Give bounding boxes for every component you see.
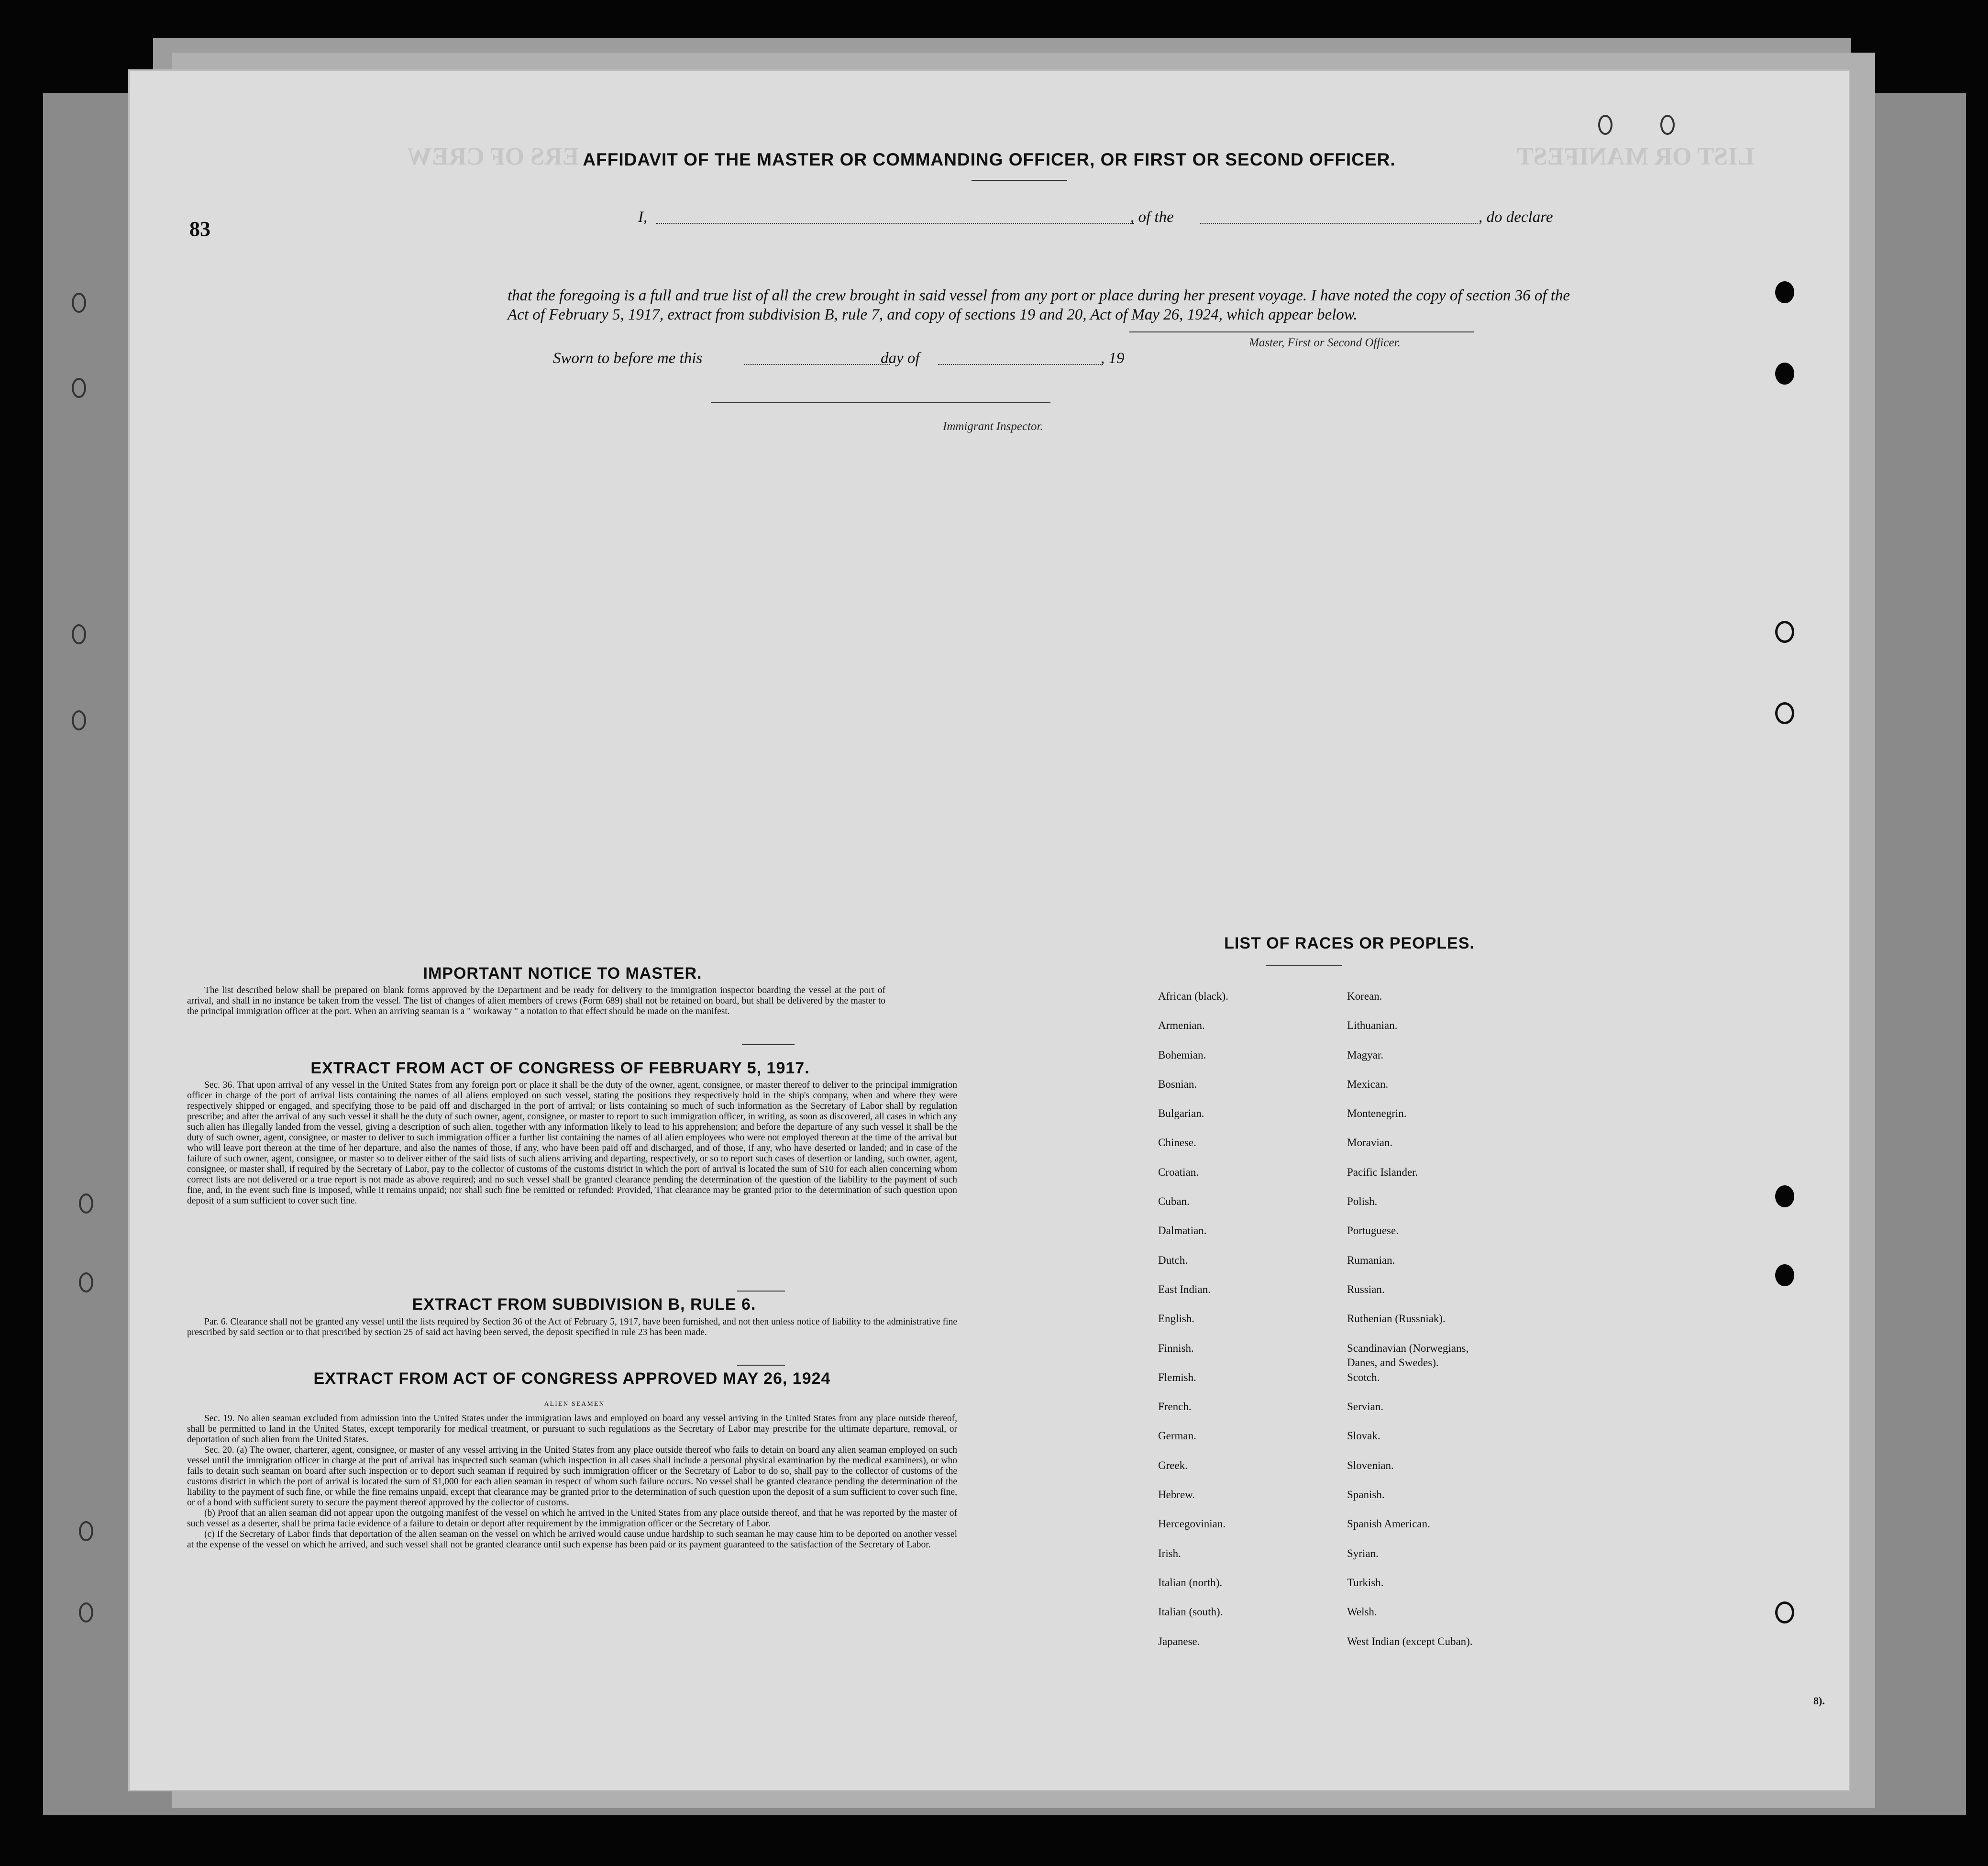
extract-1924-body (187, 1413, 957, 1550)
sworn-day-blank (744, 364, 890, 365)
race-item: Dutch. (1158, 1254, 1188, 1266)
race-item: Polish. (1347, 1195, 1378, 1208)
race-item: Italian (south). (1158, 1606, 1223, 1618)
extract-1924-title: EXTRACT FROM ACT OF CONGRESS APPROVED MAY 26, 1924 (313, 1369, 831, 1388)
race-item: Mexican. (1347, 1078, 1389, 1090)
race-item: Flemish. (1158, 1371, 1196, 1383)
binder-hole (1775, 363, 1794, 385)
extract-rule6-paragraph: Par. 6. Clearance shall not be granted any vessel until the lists required by Section 36 of the Act of February 5, 1917, have been furnished, and not then unless notice of liability to the administrative fine prescribed by said section or to that prescribed by section 25 of said act having been served, the deposit specified in rule 23 has been made. (187, 1317, 957, 1337)
extract-1924-subtitle: ALIEN SEAMEN (544, 1401, 605, 1408)
extract-rule6-rule (737, 1365, 785, 1366)
edge-mark: 8). (1813, 1695, 1825, 1707)
sec-20c-paragraph: (c) If the Secretary of Labor finds that deportation of the alien seaman on the vessel on which he arrived would cause undue hardship to such seaman he may cause him to be deported on another vessel at the expense of the vessel on which he arrived, and such vessel shall not be granted clearance until such expense has been paid or its payment guaranteed to the satisfaction of the Secretary of Labor. (187, 1529, 957, 1550)
binder-hole (1775, 702, 1794, 724)
race-item: Moravian. (1347, 1137, 1393, 1149)
race-item: Bulgarian. (1158, 1107, 1204, 1120)
declaration-i: I, (638, 209, 648, 226)
page-mark: 83 (189, 217, 210, 241)
sec-20b-paragraph: (b) Proof that an alien seaman did not appear upon the outgoing manifest of the vessel on which he arrived in the United States from any place outside thereof, and that he was reported by the master of such vessel as a deserter, shall be prima facie evidence of a failure to detain or deport after requirement by the immigration officer or the Secretary of Labor. (187, 1508, 957, 1529)
fastener-ring (79, 1602, 93, 1623)
bleed-through: LIST OR MANIFEST (1517, 143, 1755, 170)
officer-signature-line (1129, 331, 1474, 332)
race-item: Greek. (1158, 1459, 1188, 1471)
bleed-through: ERS OF CREW (407, 143, 579, 170)
sworn-month-blank (938, 364, 1103, 365)
race-item: Portuguese. (1347, 1225, 1399, 1237)
race-item: Croatian. (1158, 1166, 1199, 1178)
extract-1917-title: EXTRACT FROM ACT OF CONGRESS OF FEBRUARY 5, 1917. (310, 1059, 810, 1077)
race-item: Syrian. (1347, 1547, 1379, 1559)
race-item: Hercegovinian. (1158, 1518, 1226, 1530)
race-item: Korean. (1347, 990, 1382, 1002)
fastener-ring (72, 624, 86, 644)
officer-signature-label: Master, First or Second Officer. (1249, 336, 1401, 349)
notice-title: IMPORTANT NOTICE TO MASTER. (423, 964, 702, 983)
binder-hole (1775, 621, 1794, 643)
fastener-ring (79, 1521, 93, 1541)
race-item: Hebrew. (1158, 1489, 1195, 1501)
affidavit-statement: that the foregoing is a full and true list of all the crew brought in said vessel from any port or place during her present voyage. I have noted the copy of section 36 of the Act of February 5, 1917, extract from subdivision B, rule 7, and copy of sections 19 and 20, Act of May 26, 1924, which appear below. (508, 287, 1570, 323)
vessel-blank (1200, 223, 1478, 224)
manifest-sheet (128, 69, 1850, 1791)
race-item: Dalmatian. (1158, 1225, 1207, 1237)
sworn-prefix: Sworn to before me this (553, 350, 703, 367)
extract-1917-paragraph: Sec. 36. That upon arrival of any vessel in the United States from any foreign port or place it shall be the duty of the owner, agent, consignee, or master thereof to deliver to the principal immigration officer in charge of the port of arrival lists containing the names of all aliens employed on such vessel, stating the positions they respectively hold in the ship's company, when and where they were respectively shipped or engaged, and specifying those to be paid off and discharged in the port of arrival; or lists containing so much of such information as the Secretary of Labor shall by regulation prescribe; and after the arrival of any such vessel it shall be the duty of such owner, agent, consignee, or master to report to such immigration officer, in writing, as soon as discovered, all cases in which any such alien has illegally landed from the vessel, giving a description of such alien, together with any information likely to lead to his apprehension; and before the departure of any such vessel it shall be the duty of such owner, agent, consignee, or master to deliver to such immigration officer a further list containing the names of all alien employees who were not employed thereon at the time of the arrival but who will leave port thereon at the time of her departure, and also the names of those, if any, who have been paid off and discharged, and of those, if any, who have deserted or landed; and in case of the failure of such owner, agent, consignee, or master so to deliver either of the said lists of such aliens arriving and departing, respectively, or so to report such cases of desertion or landing, such owner, agent, consignee, or master shall, if required by the Secretary of Labor, pay to the collector of customs of the customs district in which the port of arrival is located the sum of $10 for each alien concerning whom correct lists are not delivered or a true report is not made as above required; and no such vessel shall be granted clearance pending the determination of the question of the liability to the payment of such fine, and, in the event such fine is imposed, while it remains unpaid; nor shall such fine be remitted or refunded: Provided, That clearance may be granted prior to the determination of such question upon deposit of a sum sufficient to cover such fine. (187, 1080, 957, 1206)
race-item: Armenian. (1158, 1019, 1205, 1032)
title-rule (972, 180, 1067, 181)
extract-1917-body (187, 1080, 957, 1206)
race-item: East Indian. (1158, 1283, 1211, 1295)
race-item: Magyar. (1347, 1049, 1384, 1061)
fastener-ring (72, 378, 86, 398)
affidavit-title: AFFIDAVIT OF THE MASTER OR COMMANDING OFFICER, OR FIRST OR SECOND OFFICER. (583, 150, 1396, 169)
race-item: Irish. (1158, 1547, 1181, 1559)
race-item: African (black). (1158, 990, 1228, 1002)
fastener-ring (1660, 115, 1675, 135)
race-item: Cuban. (1158, 1195, 1190, 1208)
binder-hole (1775, 1601, 1794, 1623)
race-item: Scandinavian (Norwegians, Danes, and Swedes). (1347, 1342, 1469, 1369)
declaration-declare: , do declare (1479, 209, 1553, 226)
race-item: Servian. (1347, 1401, 1384, 1413)
binder-hole (1775, 281, 1794, 303)
races-rule (1266, 965, 1342, 966)
sec-19-paragraph: Sec. 19. No alien seaman excluded from admission into the United States under the immigration laws and employed on board any vessel arriving in the United States from any place outside thereof, shall be permitted to land in the United States, except temporarily for medical treatment, or pursuant to such regulations as the Secretary of Labor may prescribe for the ultimate departure, removal, or deportation of such alien from the United States. (187, 1413, 957, 1445)
fastener-ring (72, 710, 86, 730)
binder-hole (1775, 1185, 1794, 1207)
extract-rule6-title: EXTRACT FROM SUBDIVISION B, RULE 6. (412, 1295, 756, 1314)
races-right-column (1347, 989, 1596, 1664)
race-item: Slovak. (1347, 1430, 1381, 1442)
race-item: Spanish American. (1347, 1518, 1430, 1530)
fastener-ring (79, 1193, 93, 1214)
declaration-of-the: , of the (1130, 209, 1174, 226)
race-item: Italian (north). (1158, 1576, 1223, 1589)
race-item: West Indian (except Cuban). (1347, 1635, 1473, 1647)
races-left-column (1158, 989, 1340, 1664)
race-item: Slovenian. (1347, 1459, 1394, 1471)
race-item: Welsh. (1347, 1606, 1377, 1618)
name-blank (656, 223, 1134, 224)
sec-20a-paragraph: Sec. 20. (a) The owner, charterer, agent, consignee, or master of any vessel arriving in the United States from any place outside thereof who fails to detain on board any alien seaman employed on such vessel until the immigration officer in charge at the port of arrival has inspected such seaman (which inspection in all cases shall include a personal physical examination by the medical examiners), or who fails to detain such seaman on board after such inspection or to deport such seaman if required by such immigration officer or the Secretary of Labor to do so, shall pay to the collector of customs of the customs district in which the port of arrival is located the sum of $1,000 for each alien seaman in respect of whom such failure occurs. No vessel shall be granted clearance pending the determination of the liability to the payment of such fine, or while the fine remains unpaid, except that clearance may be granted prior to the determination of such question upon the deposit of a sum sufficient to cover such fine, or of a bond with sufficient surety to secure the payment thereof approved by the collector of customs. (187, 1445, 957, 1508)
race-item: Finnish. (1158, 1342, 1194, 1354)
fastener-ring (72, 293, 86, 313)
race-item: Chinese. (1158, 1137, 1196, 1149)
fastener-ring (1598, 115, 1612, 135)
race-item: Rumanian. (1347, 1254, 1395, 1266)
binder-hole (1775, 1264, 1794, 1286)
race-item: German. (1158, 1430, 1196, 1442)
race-item: Scotch. (1347, 1371, 1380, 1383)
race-item: French. (1158, 1401, 1192, 1413)
race-item: Spanish. (1347, 1489, 1385, 1501)
races-title: LIST OF RACES OR PEOPLES. (1224, 934, 1475, 952)
race-item: Bosnian. (1158, 1078, 1197, 1090)
race-item: English. (1158, 1313, 1195, 1325)
race-item: Montenegrin. (1347, 1107, 1407, 1120)
race-item: Pacific Islander. (1347, 1166, 1418, 1178)
sworn-day-of: day of (881, 350, 920, 367)
race-item: Russian. (1347, 1283, 1385, 1295)
race-item: Lithuanian. (1347, 1019, 1398, 1032)
extract-1917-rule (737, 1291, 785, 1292)
race-item: Turkish. (1347, 1576, 1384, 1589)
race-item: Ruthenian (Russniak). (1347, 1313, 1446, 1325)
notice-rule (742, 1044, 795, 1045)
sworn-year: , 19 (1101, 350, 1125, 367)
fastener-ring (79, 1272, 93, 1292)
inspector-label: Immigrant Inspector. (943, 420, 1043, 433)
inspector-signature-line (711, 402, 1050, 403)
notice-body (187, 985, 885, 1017)
race-item: Bohemian. (1158, 1049, 1206, 1061)
notice-paragraph: The list described below shall be prepared on blank forms approved by the Department and be ready for delivery to the immigration inspector boarding the vessel at the port of arrival, and shall in no instance be taken from the vessel. The list of changes of alien members of crews (Form 689) shall not be retained on board, but shall be delivered by the master to the principal immigration officer at the port. When an arriving seaman is a " workaway " a notation to that effect should be made on the manifest. (187, 985, 885, 1016)
race-item: Japanese. (1158, 1635, 1200, 1647)
extract-rule6-body (187, 1317, 957, 1338)
